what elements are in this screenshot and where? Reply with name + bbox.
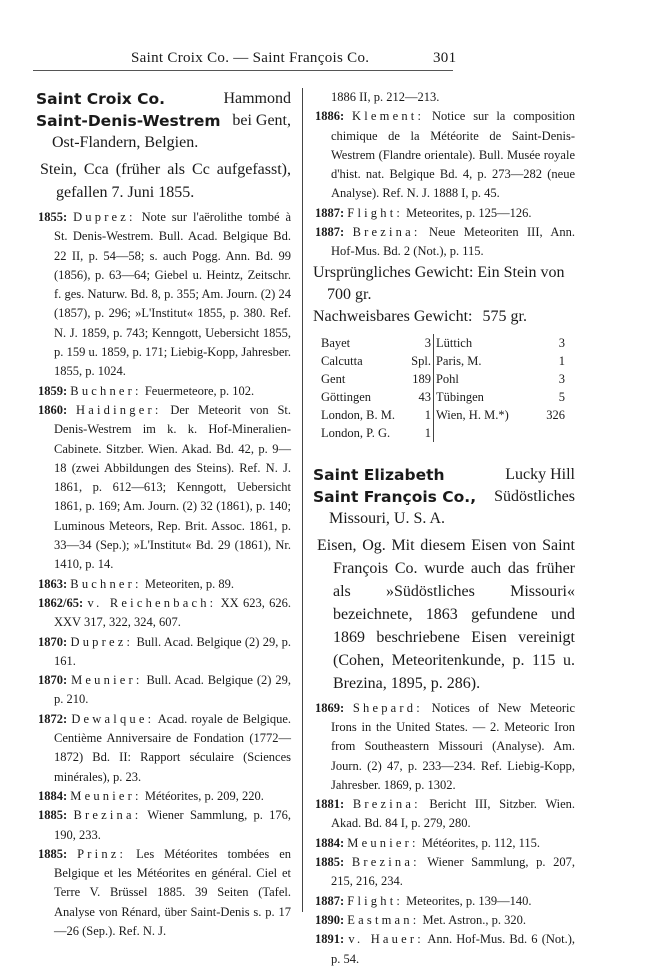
reference-item: 1855: Duprez: Note sur l'aërolithe tombé à St. Denis-Westrem. Bull. Acad. Belgique Bd. 22 II, p. 54—58; s. auch Pogg. Ann. Bd. 99 (1856), p. 63—64; Giebel u. Heintz, Zeitschr. f. ges. Naturw. Bd. 8, p. 355; Am. Journ. (2) 24 (1857), p. 296; »L'Institut« 1855, p. 380. Ref. N. J. 1859, p. 743; Kenngott, Uebersicht 1855, p. 159 u. 1859, p. 171; Liebig-Kopp, Jahresber. 1855, p. 1024. [38, 210, 291, 379]
reference-list [313, 699, 575, 969]
entry-heading [36, 88, 291, 110]
reference-item: 1885: Brezina: Wiener Sammlung, p. 207, 215, 216, 234. [315, 855, 576, 889]
table-row: London, B. M. 1 Wien, H. M.*) 326 [321, 407, 565, 422]
entry-name: Saint Elizabeth [313, 465, 445, 484]
column-divider [302, 88, 303, 912]
reference-item: 1891: v. Hauer: Ann. Hof-Mus. Bd. 6 (Not.), p. 54. [315, 932, 576, 966]
cross-reference: Hammond [223, 90, 291, 107]
entry-heading [313, 464, 575, 486]
reference-item: 1859: Buchner: Feuermeteore, p. 102. [38, 383, 255, 398]
reference-item: 1872: Dewalque: Acad. royale de Belgique. Centième Anniversaire de Fondation (1772—1872) Bd. II: Rapport séculaire (Sciences minérales), p. 23. [38, 711, 291, 784]
entry-location: bei Gent, [232, 112, 291, 129]
header-rule [33, 70, 453, 71]
entry-description: Stein, Cca (früher als Cc aufgefasst), gefallen 7. Juni 1855. [40, 161, 291, 201]
entry-location-continued: Missouri, U. S. A. [329, 509, 446, 527]
collections-table [319, 334, 567, 442]
reference-item: 1870: Duprez: Bull. Acad. Belgique (2) 29, p. 161. [38, 634, 292, 668]
entry-name: Saint François Co., [313, 487, 477, 506]
reference-item: 1887: Flight: Meteorites, p. 139—140. [315, 893, 532, 908]
reference-item: 1885: Prinz: Les Météorites tombées en Belgique et les Météorites en général. Ciel et Terre V. Brüssel 1885. 39 Seiten (Tafel. Analyse von Rénard, über Saint-Denis s. p. 17—26 (Sep.). Ref. N. J. [38, 846, 292, 938]
table-row: Bayet 3 Lüttich 3 [321, 335, 565, 350]
reference-item: 1887: Flight: Meteorites, p. 125—126. [315, 205, 532, 220]
reference-item: 1884: Meunier: Météorites, p. 209, 220. [38, 788, 264, 803]
reference-item: 1863: Buchner: Meteoriten, p. 89. [38, 576, 235, 591]
reference-item: 1870: Meunier: Bull. Acad. Belgique (2) 29, p. 210. [38, 673, 292, 707]
entry-heading [36, 110, 291, 132]
entry-location-continued: Ost-Flandern, Belgien. [52, 134, 199, 151]
reference-item: 1885: Brezina: Wiener Sammlung, p. 176, 190, 233. [38, 808, 292, 842]
reference-item: 1884: Meunier: Météorites, p. 112, 115. [315, 835, 540, 850]
entry-name: Saint-Denis-Westrem [36, 112, 221, 130]
page-number: 301 [433, 50, 457, 66]
table-row: Calcutta Spl. Paris, M. 1 [321, 353, 565, 368]
entry-name: Saint Croix Co. [36, 90, 166, 108]
reference-list [36, 208, 291, 941]
reference-item: 1862/65: v. Reichenbach: XX 623, 626. XXV 317, 322, 324, 607. [38, 595, 292, 630]
original-weight: Ursprüngliches Gewicht: Ein Stein von 700 gr. [313, 263, 565, 303]
cross-reference: Lucky Hill [505, 465, 575, 483]
reference-item: 1890: Eastman: Met. Astron., p. 320. [315, 912, 527, 927]
table-row: Gent 189 Pohl 3 [321, 371, 565, 386]
running-title: Saint Croix Co. — Saint François Co. [131, 50, 370, 66]
right-column [313, 88, 575, 969]
reference-continuation: 1886 II, p. 212—213. [331, 90, 440, 104]
known-weight: Nachweisbares Gewicht: 575 gr. [313, 307, 527, 325]
table-row: Göttingen 43 Tübingen 5 [321, 389, 565, 404]
reference-item: 1881: Brezina: Bericht III, Sitzber. Wien. Akad. Bd. 84 I, p. 279, 280. [315, 797, 576, 831]
reference-item: 1886: Klement: Notice sur la composition chimique de la Météorite de Saint-Denis-Westrem (Flandre orientale). Bull. Musée royale d'hist. nat. Belgique Bd. 4, p. 273—282 (neue Analyse). Ref. N. J. 1888 I, p. 45. [315, 109, 576, 201]
entry-heading [313, 486, 575, 508]
left-column [36, 88, 291, 941]
reference-item: 1860: Haidinger: Der Meteorit von St. Denis-Westrem im k. k. Hof-Mineralien-Cabinete. Sitzber. Wien. Akad. Bd. 42, p. 9—18 (zwei Abbildungen des Steins). Ref. N. J. 1861, p. 612—613; Kenngott, Uebersicht 1861, p. 169; Am. Journ. (2) 32 (1861), p. 140; Luminous Meteors, Rep. Brit. Assoc. 1861, p. 33—34 (Sep.); »L'Institut« Bd. 29 (1861), Nr. 1410, p. 14. [38, 402, 291, 572]
entry-location: Südöstliches [494, 487, 575, 505]
table-row: London, P. G. 1 [321, 425, 431, 440]
reference-item: 1869: Shepard: Notices of New Meteoric Irons in the United States. — 2. Meteoric Iron from Southeastern Missouri (Analyse). Am. Journ. (2) 47, p. 233—234. Ref. Liebig-Kopp, Jahresber. 1869, p. 1302. [315, 700, 576, 792]
reference-item: 1887: Brezina: Neue Meteoriten III, Ann. Hof-Mus. Bd. 2 (Not.), p. 115. [315, 225, 576, 259]
entry-description: Eisen, Og. Mit diesem Eisen von Saint François Co. wurde auch das früher als »Südöstliches Missouri« bezeichnete, 1863 gefundene und 1869 beschriebene Eisen vereinigt (Cohen, Meteoritenkunde, p. 115 u. Brezina, 1895, p. 286). [317, 536, 575, 692]
